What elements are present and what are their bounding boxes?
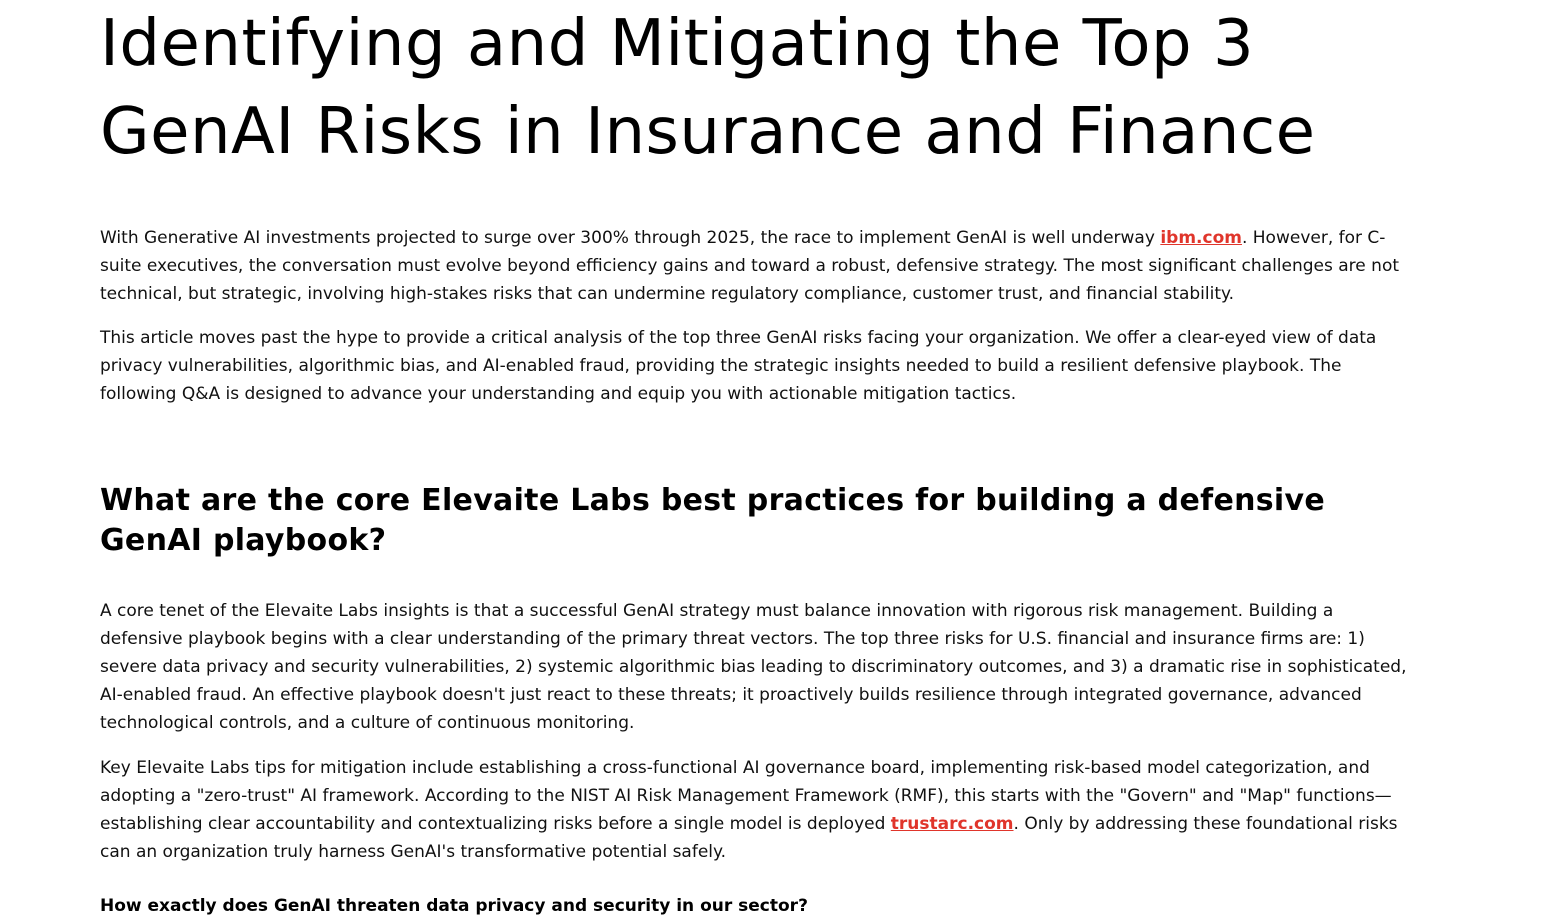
section-heading: What are the core Elevaite Labs best practices for building a defensive GenAI playbook? [100,483,1326,558]
section-p2-text-after: . Only by addressing these foundational risks can an organization truly harness GenAI's transformative potential safely. [100,814,1398,862]
ibm-source-link[interactable]: ibm.com [1160,228,1242,248]
section-p2-text-before: Key Elevaite Labs tips for mitigation include establishing a cross-functional AI governance board, implementing risk-based model categorization, and adopting a "zero-trust" AI framework. According to the NIST AI Risk Management Framework (RMF), this starts with the "Govern" and "Map" functions—establishing clear accountability and contextualizing risks before a single model is deployed [100,758,1392,834]
subsection-heading: How exactly does GenAI threaten data privacy and security in our sector? [100,896,808,916]
intro-p1-text-before: With Generative AI investments projected to surge over 300% through 2025, the race to implement GenAI is well underway [100,228,1161,248]
trustarc-source-link[interactable]: trustarc.com [890,814,1014,834]
intro-paragraph-1 [100,224,1420,308]
intro-p1-text-after: . However, for C-suite executives, the conversation must evolve beyond efficiency gains and toward a robust, defensive strategy. The most significant challenges are not technical, but strategic, involving high-stakes risks that can undermine regulatory compliance, customer trust, and financial stability. [100,228,1400,304]
page-title: Identifying and Mitigating the Top 3 GenAI Risks in Insurance and Finance [100,7,1316,169]
intro-paragraph-2: This article moves past the hype to provide a critical analysis of the top three GenAI risks facing your organization. We offer a clear-eyed view of data privacy vulnerabilities, algorithmic bias, and AI-enabled fraud, providing the strategic insights needed to build a resilient defensive playbook. The following Q&A is designed to advance your understanding and equip you with actionable mitigation tactics. [100,328,1377,404]
section-paragraph-1: A core tenet of the Elevaite Labs insights is that a successful GenAI strategy must balance innovation with rigorous risk management. Building a defensive playbook begins with a clear understanding of the primary threat vectors. The top three risks for U.S. financial and insurance firms are: 1) severe data privacy and security vulnerabilities, 2) systemic algorithmic bias leading to discriminatory outcomes, and 3) a dramatic rise in sophisticated, AI-enabled fraud. An effective playbook doesn't just react to these threats; it proactively builds resilience through integrated governance, advanced technological controls, and a culture of continuous monitoring. [100,601,1407,733]
section-paragraph-2 [100,754,1420,866]
